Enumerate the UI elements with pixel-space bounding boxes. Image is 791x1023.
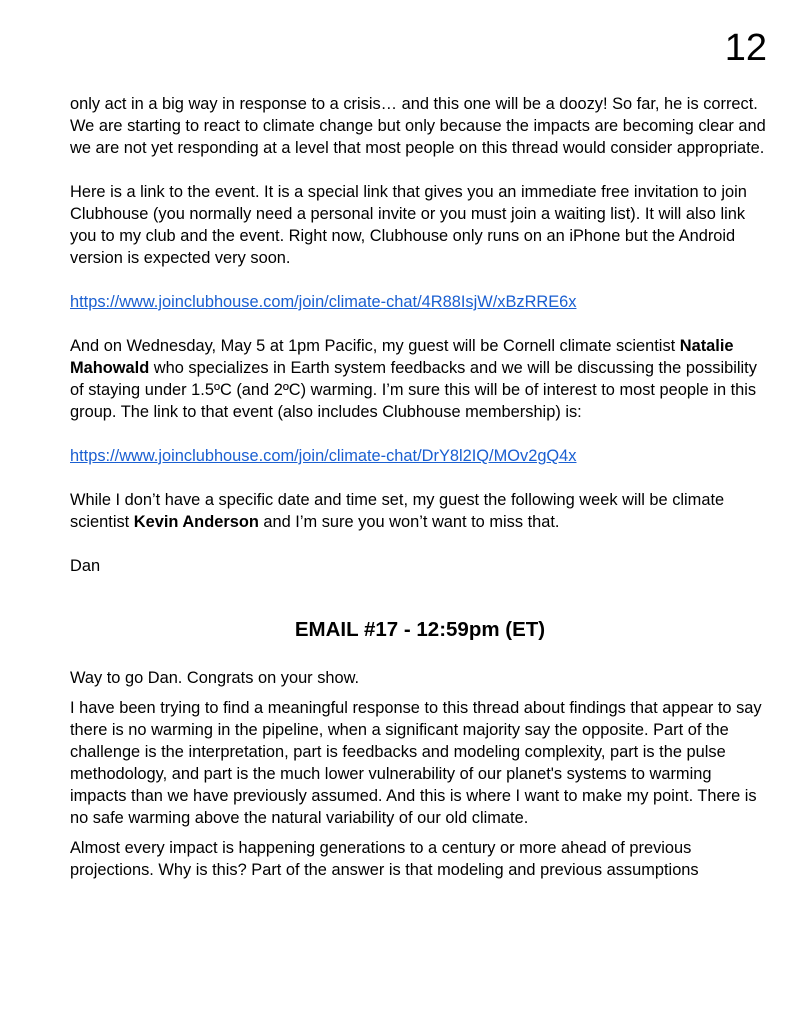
document-body <box>70 93 770 881</box>
clubhouse-event-link-1[interactable]: https://www.joinclubhouse.com/join/climate-chat/4R88IsjW/xBzRRE6x <box>70 293 577 311</box>
guest-name-anderson: Kevin Anderson <box>133 513 259 531</box>
paragraph-event-link-intro: Here is a link to the event. It is a special link that gives you an immediate free invitation to join Clubhouse (you normally need a personal invite or you must join a waiting list). It will also link you to my club and the event. Right now, Clubhouse only runs on an iPhone but the Android version is expected very soon. <box>70 183 747 267</box>
link-block-1 <box>70 291 770 313</box>
paragraph-impacts: Almost every impact is happening generations to a century or more ahead of previous projections. Why is this? Part of the answer is that modeling and previous assumptions <box>70 839 699 879</box>
paragraph-mahowald-text-1: And on Wednesday, May 5 at 1pm Pacific, my guest will be Cornell climate scientist <box>70 337 680 355</box>
paragraph-mahowald <box>70 335 770 423</box>
page-number: 12 <box>724 27 767 69</box>
paragraph-mahowald-text-2: who specializes in Earth system feedbacks and we will be discussing the possibility of staying under 1.5ºC (and 2ºC) warming. I’m sure this will be of interest to most people in this group. The link to that event (also includes Clubhouse membership) is: <box>70 359 757 421</box>
paragraph-anderson-text-2: and I’m sure you won’t want to miss that. <box>258 513 560 531</box>
guest-name-mahowald: Natalie Mahowald <box>70 337 734 377</box>
link-block-2 <box>70 445 770 467</box>
paragraph-warming-pipeline: I have been trying to find a meaningful response to this thread about findings that appear to say there is no warming in the pipeline, when a significant majority say the opposite. Part of the challenge is the interpretation, part is feedbacks and modeling complexity, part is the pulse methodology, and part is the much lower vulnerability of our planet's systems to warming impacts than we have previously assumed. And this is where I want to make my point. There is no safe warming above the natural variability of our old climate. <box>70 699 762 827</box>
signoff: Dan <box>70 557 101 575</box>
paragraph-congrats: Way to go Dan. Congrats on your show. <box>70 669 360 687</box>
paragraph-crisis: only act in a big way in response to a crisis… and this one will be a doozy! So far, he is correct. We are starting to react to climate change but only because the impacts are becoming clear and we are not yet responding at a level that most people on this thread would consider appropriate. <box>70 95 766 157</box>
clubhouse-event-link-2[interactable]: https://www.joinclubhouse.com/join/climate-chat/DrY8l2IQ/MOv2gQ4x <box>70 447 577 465</box>
paragraph-anderson <box>70 489 770 533</box>
email-heading: EMAIL #17 - 12:59pm (ET) <box>294 618 546 641</box>
paragraph-anderson-text-1: While I don’t have a specific date and time set, my guest the following week will be climate scientist <box>70 491 725 531</box>
